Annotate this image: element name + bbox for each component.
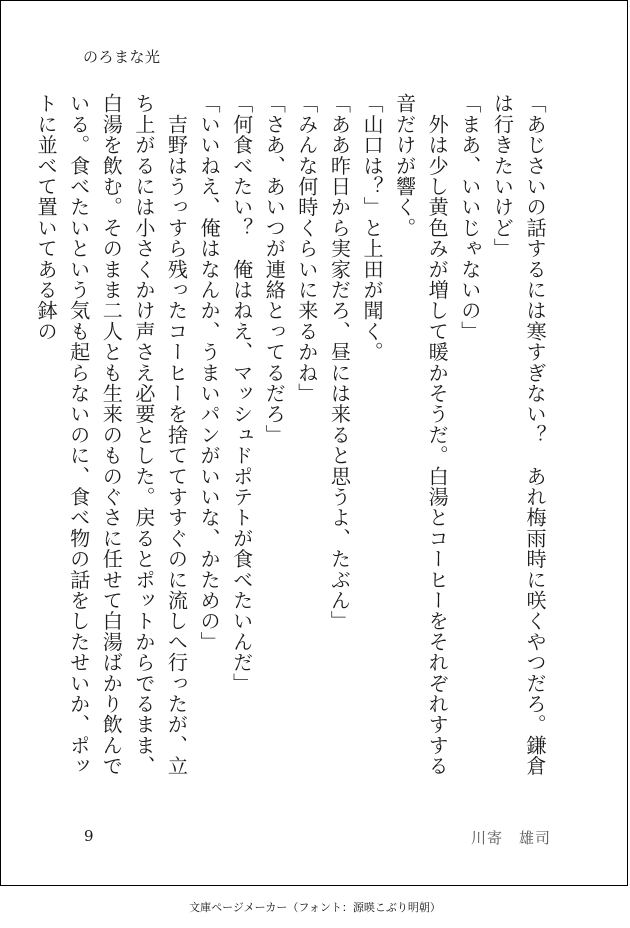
author-name: 川寄 雄司 <box>471 829 552 847</box>
paragraph: 「あじさいの話するには寒すぎない？ あれ梅雨時に咲くやつだろ。鎌倉は行きたいけど」 <box>490 93 547 777</box>
paragraph: 「まあ、いいじゃないの」 <box>457 93 482 342</box>
paragraph: 吉野はうっすら残ったコーヒーを捨ててすすぐのに流しへ行ったが、立ち上がるには小さくかけ声さえ必要とした。戻るとポットからでるまま、白湯を飲む。そのまま二人とも生来のものぐさに任せて白湯ばかり飲んでいる。食べたいという気も起らないのに、食べ物の話をしたせいか、ポットに並べて置いてある鉢の <box>34 93 189 777</box>
running-title: のろまな光 <box>83 48 161 66</box>
generator-caption: 文庫ページメーカー（フォント：源暎こぶり明朝） <box>189 901 441 914</box>
page-number: 9 <box>84 827 94 845</box>
paragraph: 「みんな何時くらいに来るかね」 <box>294 93 319 404</box>
paragraph: 「いいねえ、俺はなんか、うまいパンがいいな、かための」 <box>197 93 222 652</box>
paragraph: 「ああ昨日から実家だろ、昼には来ると思うよ、たぶん」 <box>327 93 352 632</box>
paragraph: 「さあ、あいつが連絡とってるだろ」 <box>262 93 287 445</box>
paragraph: 外は少し黄色みが増して暖かそうだ。白湯とコーヒーをそれぞれすする音だけが響く。 <box>392 93 450 777</box>
vertical-body-text <box>34 93 551 795</box>
paragraph: 「何食べたい？ 俺はねえ、マッシュドポテトが食べたいんだ」 <box>229 93 254 694</box>
paragraph: 「山口は？」と上田が聞く。 <box>360 93 385 363</box>
